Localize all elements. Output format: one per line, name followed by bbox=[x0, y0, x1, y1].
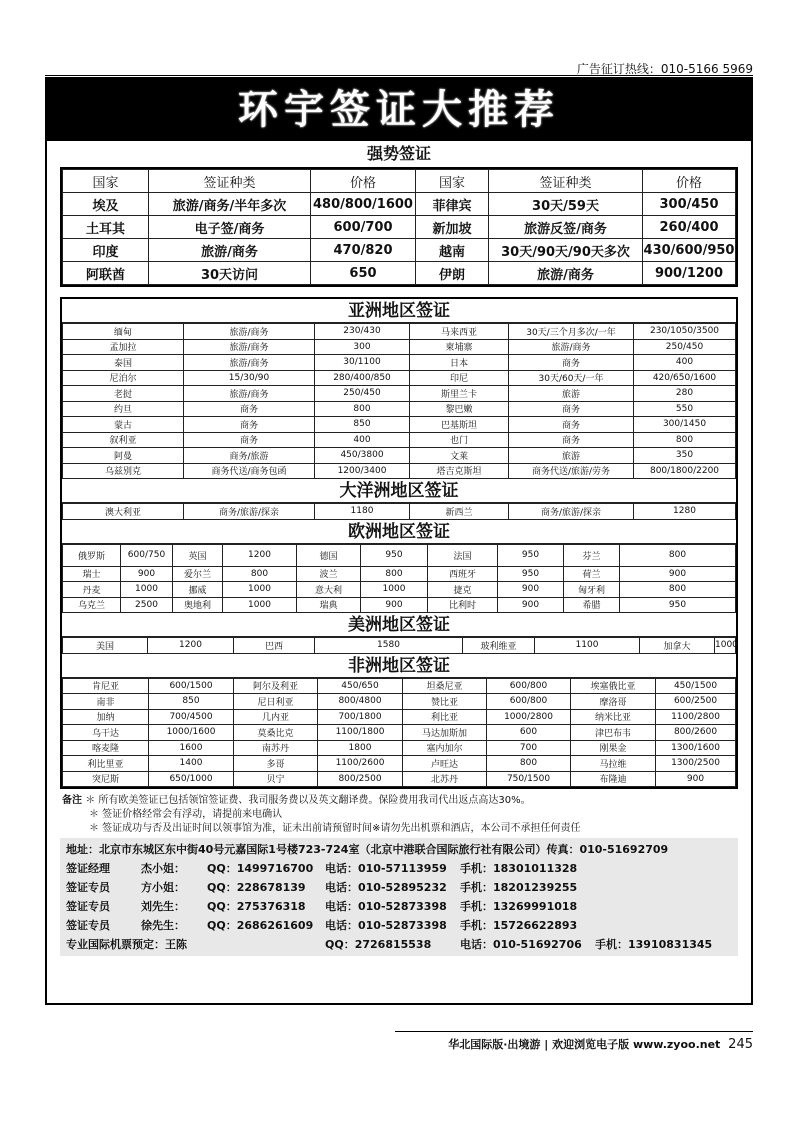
table-cell: 850 bbox=[149, 694, 234, 710]
table-cell: 商务 bbox=[509, 417, 634, 433]
table-cell: 土耳其 bbox=[63, 216, 149, 239]
table-cell: 600/800 bbox=[487, 694, 571, 710]
table-cell: 商务/旅游/探亲 bbox=[509, 504, 634, 520]
table-cell: 价格 bbox=[311, 170, 416, 193]
ad-hotline: 广告征订热线：010-5166 5969 bbox=[576, 62, 753, 76]
table-cell: 800/4800 bbox=[318, 694, 403, 710]
region-visa-box bbox=[60, 297, 738, 789]
table-cell: 几内亚 bbox=[234, 709, 318, 725]
table-cell: 英国 bbox=[173, 544, 223, 566]
table-cell: 600/2500 bbox=[656, 694, 736, 710]
table-cell: 电子签/商务 bbox=[149, 216, 311, 239]
contact-phone: 电话：010-52873398 bbox=[325, 919, 447, 932]
table-cell: 尼日利亚 bbox=[234, 694, 318, 710]
table-cell: 商务 bbox=[184, 417, 315, 433]
table-cell: 乌兹别克 bbox=[63, 463, 184, 479]
table-cell: 尼泊尔 bbox=[63, 370, 184, 386]
table-cell: 旅游/商务 bbox=[509, 339, 634, 355]
contact-qq: QQ：228678139 bbox=[207, 881, 306, 894]
table-cell: 900 bbox=[656, 771, 736, 787]
table-cell: 商务 bbox=[509, 432, 634, 448]
table-cell: 600/800 bbox=[487, 678, 571, 694]
table-cell: 1000 bbox=[223, 597, 297, 613]
table-cell: 450/1500 bbox=[656, 678, 736, 694]
table-cell: 750/1500 bbox=[487, 771, 571, 787]
footer-divider bbox=[395, 1031, 753, 1032]
table-cell: 旅游 bbox=[509, 448, 634, 464]
table-row bbox=[63, 566, 736, 582]
table-cell: 阿曼 bbox=[63, 448, 184, 464]
table-row bbox=[63, 448, 736, 464]
table-cell: 230/1050/3500 bbox=[634, 324, 736, 340]
contact-qq: QQ：1499716700 bbox=[207, 862, 314, 875]
table-cell: 利比亚 bbox=[403, 709, 487, 725]
table-row bbox=[63, 694, 736, 710]
table-row bbox=[63, 417, 736, 433]
table-cell: 北苏丹 bbox=[403, 771, 487, 787]
table-cell: 越南 bbox=[416, 239, 489, 262]
table-cell: 280/400/850 bbox=[315, 370, 410, 386]
table-cell: 新加坡 bbox=[416, 216, 489, 239]
table-cell: 1280 bbox=[634, 504, 736, 520]
table-cell: 1000 bbox=[223, 582, 297, 598]
table-cell: 塔吉克斯坦 bbox=[410, 463, 509, 479]
table-cell: 贝宁 bbox=[234, 771, 318, 787]
table-cell: 600 bbox=[487, 725, 571, 741]
table-row bbox=[63, 216, 736, 239]
table-cell: 波兰 bbox=[297, 566, 361, 582]
table-cell: 刚果金 bbox=[571, 740, 656, 756]
contact-role: 签证经理 bbox=[66, 862, 110, 875]
table-cell: 2500 bbox=[121, 597, 173, 613]
table-cell: 捷克 bbox=[428, 582, 498, 598]
table-row bbox=[63, 170, 736, 193]
table-cell: 肯尼亚 bbox=[63, 678, 149, 694]
contact-address: 地址：北京市东城区东中街40号元嘉国际1号楼723-724室（北京中港联合国际旅行社有限公司）传真：010-51692709 bbox=[66, 843, 669, 856]
table-cell: 卢旺达 bbox=[403, 756, 487, 772]
table-cell: 700/4500 bbox=[149, 709, 234, 725]
table-cell: 850 bbox=[315, 417, 410, 433]
table-cell: 希腊 bbox=[564, 597, 620, 613]
table-cell: 1200 bbox=[223, 544, 297, 566]
table-cell: 1000/2800 bbox=[487, 709, 571, 725]
strong-visa-table bbox=[62, 169, 736, 285]
table-cell: 商务 bbox=[184, 432, 315, 448]
table-cell: 1400 bbox=[149, 756, 234, 772]
table-cell: 800 bbox=[620, 544, 736, 566]
publication-name: 华北国际版·出境游 bbox=[448, 1038, 541, 1051]
table-row bbox=[63, 401, 736, 417]
table-cell: 俄罗斯 bbox=[63, 544, 121, 566]
table-cell: 1000/1600 bbox=[149, 725, 234, 741]
note-line bbox=[62, 822, 751, 836]
table-cell: 西班牙 bbox=[428, 566, 498, 582]
table-cell: 奥地利 bbox=[173, 597, 223, 613]
visa-ad-frame bbox=[45, 77, 753, 1005]
contact-name: 刘先生： bbox=[141, 900, 185, 913]
table-cell: 650 bbox=[311, 262, 416, 285]
table-cell: 260/400 bbox=[643, 216, 736, 239]
table-cell: 新西兰 bbox=[410, 504, 509, 520]
contact-person-row bbox=[66, 916, 732, 935]
table-cell: 950 bbox=[498, 566, 564, 582]
table-cell: 乌干达 bbox=[63, 725, 149, 741]
table-cell: 泰国 bbox=[63, 355, 184, 371]
table-cell: 1100/2600 bbox=[318, 756, 403, 772]
table-row bbox=[63, 597, 736, 613]
table-cell: 摩洛哥 bbox=[571, 694, 656, 710]
table-row bbox=[63, 725, 736, 741]
notes-label: 备注 bbox=[62, 795, 82, 806]
table-cell: 旅游反签/商务 bbox=[489, 216, 643, 239]
table-cell: 商务 bbox=[509, 355, 634, 371]
table-cell: 900 bbox=[498, 597, 564, 613]
table-cell: 也门 bbox=[410, 432, 509, 448]
table-row bbox=[63, 355, 736, 371]
top-divider bbox=[45, 75, 753, 76]
table-cell: 旅游/商务 bbox=[184, 355, 315, 371]
table-cell: 1100/2800 bbox=[656, 709, 736, 725]
table-cell: 400 bbox=[634, 355, 736, 371]
table-cell: 加纳 bbox=[63, 709, 149, 725]
asia-table bbox=[62, 323, 736, 479]
table-cell: 250/450 bbox=[634, 339, 736, 355]
contact-role: 签证专员 bbox=[66, 881, 110, 894]
table-cell: 赞比亚 bbox=[403, 694, 487, 710]
ticket-agent: 专业国际机票预定：王陈 bbox=[66, 938, 187, 951]
table-cell: 350 bbox=[634, 448, 736, 464]
table-row bbox=[63, 370, 736, 386]
table-cell: 阿联酋 bbox=[63, 262, 149, 285]
table-cell: 商务代送/商务包函 bbox=[184, 463, 315, 479]
table-cell: 菲律宾 bbox=[416, 193, 489, 216]
table-cell: 900 bbox=[121, 566, 173, 582]
table-cell: 550 bbox=[634, 401, 736, 417]
table-cell: 瑞典 bbox=[297, 597, 361, 613]
table-cell: 黎巴嫩 bbox=[410, 401, 509, 417]
table-cell: 1000 bbox=[121, 582, 173, 598]
table-cell: 孟加拉 bbox=[63, 339, 184, 355]
table-cell: 坦桑尼亚 bbox=[403, 678, 487, 694]
table-cell: 900/1200 bbox=[643, 262, 736, 285]
table-cell: 30天/59天 bbox=[489, 193, 643, 216]
table-cell: 950 bbox=[498, 544, 564, 566]
table-cell: 旅游/商务 bbox=[149, 239, 311, 262]
table-cell: 470/820 bbox=[311, 239, 416, 262]
contact-role: 签证专员 bbox=[66, 900, 110, 913]
table-cell: 马拉维 bbox=[571, 756, 656, 772]
contact-role: 签证专员 bbox=[66, 919, 110, 932]
table-cell: 芬兰 bbox=[564, 544, 620, 566]
site-slogan: 欢迎浏览电子版 www.zyoo.net bbox=[552, 1038, 721, 1051]
table-cell: 旅游/商务 bbox=[184, 324, 315, 340]
strong-visa-box bbox=[60, 167, 738, 287]
table-cell: 900 bbox=[620, 566, 736, 582]
table-row bbox=[63, 463, 736, 479]
table-cell: 商务/旅游 bbox=[184, 448, 315, 464]
table-cell: 日本 bbox=[410, 355, 509, 371]
note-text: ＊ 签证成功与否及出证时间以领事馆为准，证未出前请预留时间※请勿先出机票和酒店，本公司不承担任何责任 bbox=[89, 823, 581, 834]
table-row bbox=[63, 193, 736, 216]
table-cell: 420/650/1600 bbox=[634, 370, 736, 386]
table-cell: 800 bbox=[620, 582, 736, 598]
contact-mobile: 手机：18201239255 bbox=[460, 881, 578, 894]
table-cell: 1300/1600 bbox=[656, 740, 736, 756]
ticket-row bbox=[66, 935, 732, 954]
contact-mobile: 手机：15726622893 bbox=[460, 919, 578, 932]
table-cell: 马来西亚 bbox=[410, 324, 509, 340]
table-cell: 300/450 bbox=[643, 193, 736, 216]
table-cell: 700 bbox=[487, 740, 571, 756]
asia-title: 亚洲地区签证 bbox=[62, 299, 736, 323]
table-cell: 旅游/商务 bbox=[184, 386, 315, 402]
table-cell: 800 bbox=[223, 566, 297, 582]
oceania-title: 大洋洲地区签证 bbox=[62, 479, 736, 503]
ticket-qq: QQ：2726815538 bbox=[325, 938, 432, 951]
table-cell: 900 bbox=[498, 582, 564, 598]
table-cell: 1200/3400 bbox=[315, 463, 410, 479]
table-cell: 埃塞俄比亚 bbox=[571, 678, 656, 694]
table-cell: 30天访问 bbox=[149, 262, 311, 285]
notes-block bbox=[62, 794, 751, 836]
table-cell: 塞内加尔 bbox=[403, 740, 487, 756]
table-cell: 玻利维亚 bbox=[463, 638, 535, 654]
table-cell: 1580 bbox=[315, 638, 463, 654]
table-cell: 800/2600 bbox=[656, 725, 736, 741]
table-cell: 1800 bbox=[318, 740, 403, 756]
table-row bbox=[63, 678, 736, 694]
table-cell: 商务 bbox=[509, 401, 634, 417]
banner-title: 环宇签证大推荐 bbox=[238, 87, 560, 133]
table-cell: 老挝 bbox=[63, 386, 184, 402]
table-cell: 津巴布韦 bbox=[571, 725, 656, 741]
oceania-table bbox=[62, 503, 736, 520]
table-row bbox=[63, 740, 736, 756]
table-cell: 荷兰 bbox=[564, 566, 620, 582]
table-row bbox=[63, 544, 736, 566]
table-cell: 美国 bbox=[63, 638, 148, 654]
page-footer: 华北国际版·出境游 | 欢迎浏览电子版 www.zyoo.net 245 bbox=[448, 1037, 753, 1052]
banner bbox=[47, 79, 751, 141]
table-cell: 1000 bbox=[715, 638, 736, 654]
table-cell: 400 bbox=[315, 432, 410, 448]
table-cell: 800/2500 bbox=[318, 771, 403, 787]
table-cell: 澳大利亚 bbox=[63, 504, 184, 520]
table-cell: 伊朗 bbox=[416, 262, 489, 285]
contact-person-row bbox=[66, 859, 732, 878]
table-cell: 约旦 bbox=[63, 401, 184, 417]
table-cell: 480/800/1600 bbox=[311, 193, 416, 216]
table-cell: 巴基斯坦 bbox=[410, 417, 509, 433]
note-text: ＊ 签证价格经常会有浮动，请提前来电确认 bbox=[89, 809, 283, 820]
table-cell: 600/1500 bbox=[149, 678, 234, 694]
ticket-phone: 电话：010-51692706 bbox=[460, 938, 582, 951]
europe-title: 欧洲地区签证 bbox=[62, 520, 736, 544]
table-cell: 比利时 bbox=[428, 597, 498, 613]
contact-qq: QQ：2686261609 bbox=[207, 919, 314, 932]
africa-table bbox=[62, 678, 736, 788]
contact-mobile: 手机：18301011328 bbox=[460, 862, 578, 875]
table-cell: 430/600/950 bbox=[643, 239, 736, 262]
contact-phone: 电话：010-52895232 bbox=[325, 881, 447, 894]
table-cell: 法国 bbox=[428, 544, 498, 566]
table-cell: 300/1450 bbox=[634, 417, 736, 433]
contact-name: 杰小姐： bbox=[141, 862, 185, 875]
table-cell: 1300/2500 bbox=[656, 756, 736, 772]
table-cell: 旅游/商务 bbox=[489, 262, 643, 285]
table-cell: 1100 bbox=[535, 638, 640, 654]
table-cell: 商务/旅游/探亲 bbox=[184, 504, 315, 520]
table-cell: 意大利 bbox=[297, 582, 361, 598]
contact-phone: 电话：010-57113959 bbox=[325, 862, 447, 875]
contact-name: 方小姐： bbox=[141, 881, 185, 894]
table-cell: 30/1100 bbox=[315, 355, 410, 371]
table-cell: 30天/90天/90天多次 bbox=[489, 239, 643, 262]
table-cell: 800 bbox=[634, 432, 736, 448]
table-cell: 巴西 bbox=[234, 638, 315, 654]
table-cell: 1100/1800 bbox=[318, 725, 403, 741]
table-cell: 30天/60天/一年 bbox=[509, 370, 634, 386]
contact-block bbox=[60, 838, 738, 956]
table-cell: 950 bbox=[620, 597, 736, 613]
table-row bbox=[63, 582, 736, 598]
table-cell: 250/450 bbox=[315, 386, 410, 402]
contact-qq: QQ：275376318 bbox=[207, 900, 306, 913]
table-cell: 旅游/商务 bbox=[184, 339, 315, 355]
note-line bbox=[62, 808, 751, 822]
table-cell: 喀麦隆 bbox=[63, 740, 149, 756]
table-cell: 800 bbox=[315, 401, 410, 417]
table-cell: 230/430 bbox=[315, 324, 410, 340]
table-cell: 1180 bbox=[315, 504, 410, 520]
table-row bbox=[63, 638, 736, 654]
table-cell: 乌克兰 bbox=[63, 597, 121, 613]
table-cell: 多哥 bbox=[234, 756, 318, 772]
table-cell: 莫桑比克 bbox=[234, 725, 318, 741]
table-cell: 文莱 bbox=[410, 448, 509, 464]
table-row bbox=[63, 262, 736, 285]
table-cell: 瑞士 bbox=[63, 566, 121, 582]
table-cell: 国家 bbox=[416, 170, 489, 193]
table-row bbox=[63, 432, 736, 448]
table-cell: 600/750 bbox=[121, 544, 173, 566]
table-cell: 800 bbox=[487, 756, 571, 772]
table-cell: 柬埔寨 bbox=[410, 339, 509, 355]
table-cell: 700/1800 bbox=[318, 709, 403, 725]
table-cell: 斯里兰卡 bbox=[410, 386, 509, 402]
contact-person-row bbox=[66, 897, 732, 916]
table-cell: 利比里亚 bbox=[63, 756, 149, 772]
table-row bbox=[63, 756, 736, 772]
table-cell: 爱尔兰 bbox=[173, 566, 223, 582]
note-text: ＊ 所有欧美签证已包括领馆签证费、我司服务费以及英文翻译费。保险费用我司代出返点高达30%。 bbox=[85, 795, 531, 806]
table-row bbox=[63, 504, 736, 520]
table-cell: 国家 bbox=[63, 170, 149, 193]
table-cell: 15/30/90 bbox=[184, 370, 315, 386]
table-cell: 印度 bbox=[63, 239, 149, 262]
contact-person-row bbox=[66, 878, 732, 897]
table-cell: 300 bbox=[315, 339, 410, 355]
table-cell: 1000 bbox=[361, 582, 428, 598]
table-cell: 签证种类 bbox=[149, 170, 311, 193]
table-cell: 纳米比亚 bbox=[571, 709, 656, 725]
table-cell: 马达加斯加 bbox=[403, 725, 487, 741]
table-cell: 800 bbox=[361, 566, 428, 582]
table-cell: 南苏丹 bbox=[234, 740, 318, 756]
table-cell: 价格 bbox=[643, 170, 736, 193]
strong-visa-title: 强势签证 bbox=[366, 144, 431, 163]
table-cell: 1200 bbox=[148, 638, 234, 654]
table-cell: 1600 bbox=[149, 740, 234, 756]
table-cell: 450/3800 bbox=[315, 448, 410, 464]
europe-table bbox=[62, 544, 736, 614]
table-cell: 签证种类 bbox=[489, 170, 643, 193]
america-table bbox=[62, 637, 736, 654]
table-cell: 30天/三个月多次/一年 bbox=[509, 324, 634, 340]
table-cell: 旅游 bbox=[509, 386, 634, 402]
table-row bbox=[63, 239, 736, 262]
table-cell: 商务 bbox=[184, 401, 315, 417]
table-cell: 商务代送/旅游/劳务 bbox=[509, 463, 634, 479]
table-cell: 匈牙利 bbox=[564, 582, 620, 598]
table-cell: 蒙古 bbox=[63, 417, 184, 433]
table-cell: 埃及 bbox=[63, 193, 149, 216]
america-title: 美洲地区签证 bbox=[62, 613, 736, 637]
table-cell: 印尼 bbox=[410, 370, 509, 386]
table-cell: 德国 bbox=[297, 544, 361, 566]
contact-name: 徐先生： bbox=[141, 919, 185, 932]
table-cell: 缅甸 bbox=[63, 324, 184, 340]
table-row bbox=[63, 339, 736, 355]
africa-title: 非洲地区签证 bbox=[62, 654, 736, 678]
table-cell: 加拿大 bbox=[640, 638, 715, 654]
table-cell: 950 bbox=[361, 544, 428, 566]
table-cell: 叙利亚 bbox=[63, 432, 184, 448]
table-cell: 900 bbox=[361, 597, 428, 613]
table-cell: 650/1000 bbox=[149, 771, 234, 787]
table-row bbox=[63, 386, 736, 402]
table-cell: 600/700 bbox=[311, 216, 416, 239]
table-cell: 280 bbox=[634, 386, 736, 402]
table-cell: 阿尔及利亚 bbox=[234, 678, 318, 694]
table-row bbox=[63, 709, 736, 725]
note-line bbox=[62, 794, 751, 808]
table-cell: 挪威 bbox=[173, 582, 223, 598]
table-cell: 丹麦 bbox=[63, 582, 121, 598]
table-row bbox=[63, 771, 736, 787]
table-cell: 旅游/商务/半年多次 bbox=[149, 193, 311, 216]
table-row bbox=[63, 324, 736, 340]
page-number: 245 bbox=[728, 1037, 753, 1052]
table-cell: 布隆迪 bbox=[571, 771, 656, 787]
table-cell: 突尼斯 bbox=[63, 771, 149, 787]
ticket-mobile: 手机：13910831345 bbox=[595, 938, 713, 951]
contact-phone: 电话：010-52873398 bbox=[325, 900, 447, 913]
table-cell: 800/1800/2200 bbox=[634, 463, 736, 479]
contact-mobile: 手机：13269991018 bbox=[460, 900, 578, 913]
table-cell: 450/650 bbox=[318, 678, 403, 694]
table-cell: 南非 bbox=[63, 694, 149, 710]
